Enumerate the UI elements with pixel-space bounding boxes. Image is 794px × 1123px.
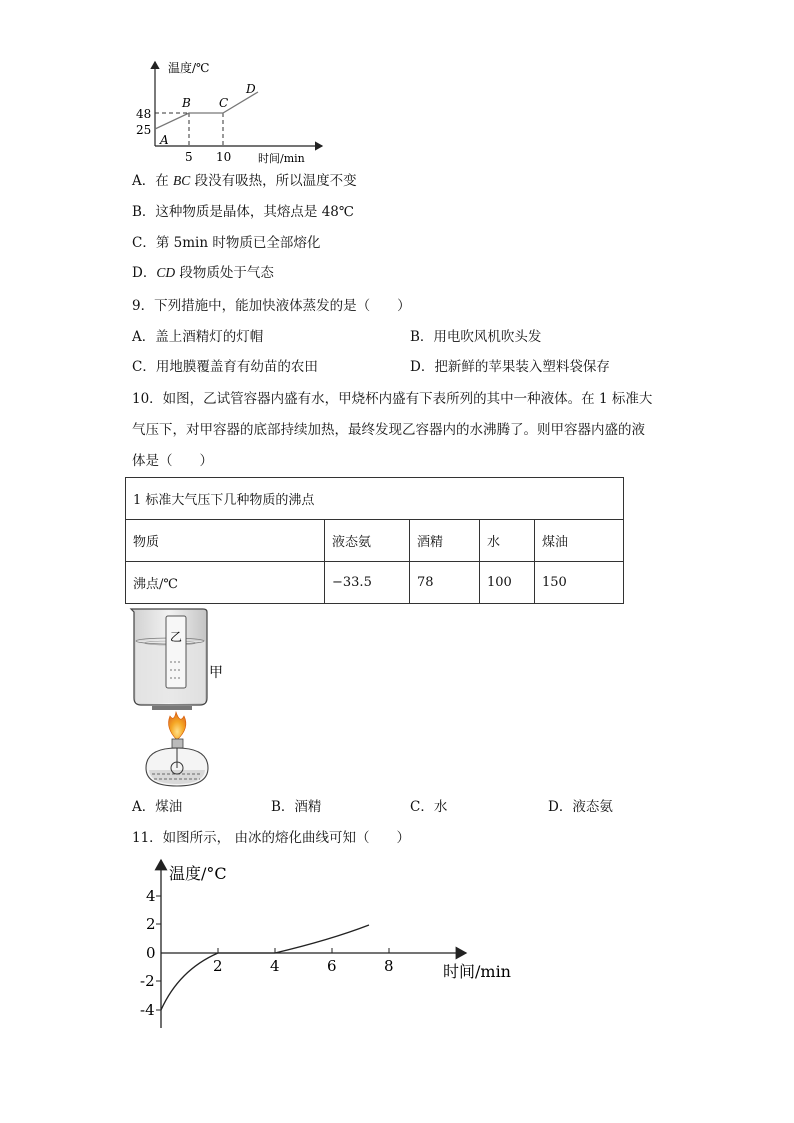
x-tick: 6 (327, 957, 337, 975)
q10-option-d[interactable]: D．液态氨 (548, 799, 613, 815)
x-tick: 4 (270, 957, 280, 975)
y-tick: 2 (146, 915, 156, 933)
x-tick-10: 10 (216, 150, 232, 164)
x-axis-label: 时间/min (443, 962, 511, 981)
q10-option-b[interactable]: B．酒精 (271, 799, 322, 815)
q9-option-a[interactable]: A．盖上酒精灯的灯帽 (132, 329, 264, 345)
y-tick: 0 (146, 944, 156, 962)
y-tick: -2 (140, 972, 155, 990)
y-axis-label: 温度/°C (169, 864, 227, 883)
table-cell: 100 (480, 562, 535, 604)
boiling-point-table (125, 477, 624, 604)
q10-stem-line2: 气压下，对甲容器的底部持续加热，最终发现乙容器内的水沸腾了。则甲容器内盛的液 (132, 422, 645, 438)
y-tick-25: 25 (136, 123, 152, 137)
table-cell: 78 (410, 562, 480, 604)
q10-option-c[interactable]: C．水 (410, 799, 448, 815)
beaker-label: 甲 (209, 665, 223, 681)
q9-stem: 9．下列措施中，能加快液体蒸发的是（ ） (132, 298, 411, 314)
point-d-label: D (246, 82, 256, 96)
q8-option-b[interactable]: B．这种物质是晶体，其熔点是 48℃ (132, 204, 354, 220)
x-tick: 8 (384, 957, 394, 975)
q10-option-a[interactable]: A．煤油 (132, 799, 183, 815)
x-tick: 2 (213, 957, 223, 975)
x-tick-5: 5 (185, 150, 193, 164)
q9-option-d[interactable]: D．把新鲜的苹果装入塑料袋保存 (410, 359, 610, 375)
q8-option-d[interactable]: D．CD 段物质处于气态 (132, 265, 274, 281)
ice-melting-graph (125, 845, 525, 1030)
point-c-label: C (219, 96, 229, 110)
q9-option-c[interactable]: C．用地膜覆盖育有幼苗的农田 (132, 359, 318, 375)
table-row (126, 562, 624, 604)
ice-melting-curve (161, 925, 369, 1010)
q8-option-c[interactable]: C．第 5min 时物质已全部熔化 (132, 235, 321, 251)
table-cell: −33.5 (325, 562, 410, 604)
flame (169, 712, 186, 740)
y-axis-label: 温度/℃ (168, 61, 210, 75)
curve-abcd (155, 92, 258, 129)
table-header-cell: 酒精 (410, 520, 480, 562)
table-header-cell: 煤油 (535, 520, 624, 562)
q10-stem-line1: 10．如图，乙试管容器内盛有水，甲烧杯内盛有下表所列的其中一种液体。在 1 标准大 (132, 391, 653, 407)
melting-graph-1 (120, 52, 330, 170)
table-header-cell: 物质 (126, 520, 325, 562)
q8-option-a[interactable]: A．在 BC 段没有吸热，所以温度不变 (132, 173, 357, 189)
q9-option-b[interactable]: B．用电吹风机吹头发 (410, 329, 542, 345)
beaker-apparatus-illustration (125, 604, 235, 789)
table-header-cell: 液态氨 (325, 520, 410, 562)
y-tick: 4 (146, 887, 156, 905)
point-a-label: A (160, 133, 169, 147)
q11-stem: 11．如图所示， 由冰的熔化曲线可知（ ） (132, 830, 410, 846)
point-b-label: B (182, 96, 191, 110)
y-tick: -4 (140, 1001, 155, 1019)
x-axis-label: 时间/min (258, 152, 305, 165)
table-cell: 沸点/℃ (126, 562, 325, 604)
tube-label: 乙 (170, 630, 183, 644)
table-title-row (126, 478, 624, 520)
table-title: 1 标准大气压下几种物质的沸点 (126, 478, 624, 520)
y-tick-48: 48 (136, 107, 152, 121)
table-cell: 150 (535, 562, 624, 604)
table-header-cell: 水 (480, 520, 535, 562)
q10-stem-line3: 体是（ ） (132, 453, 213, 469)
table-header-row (126, 520, 624, 562)
